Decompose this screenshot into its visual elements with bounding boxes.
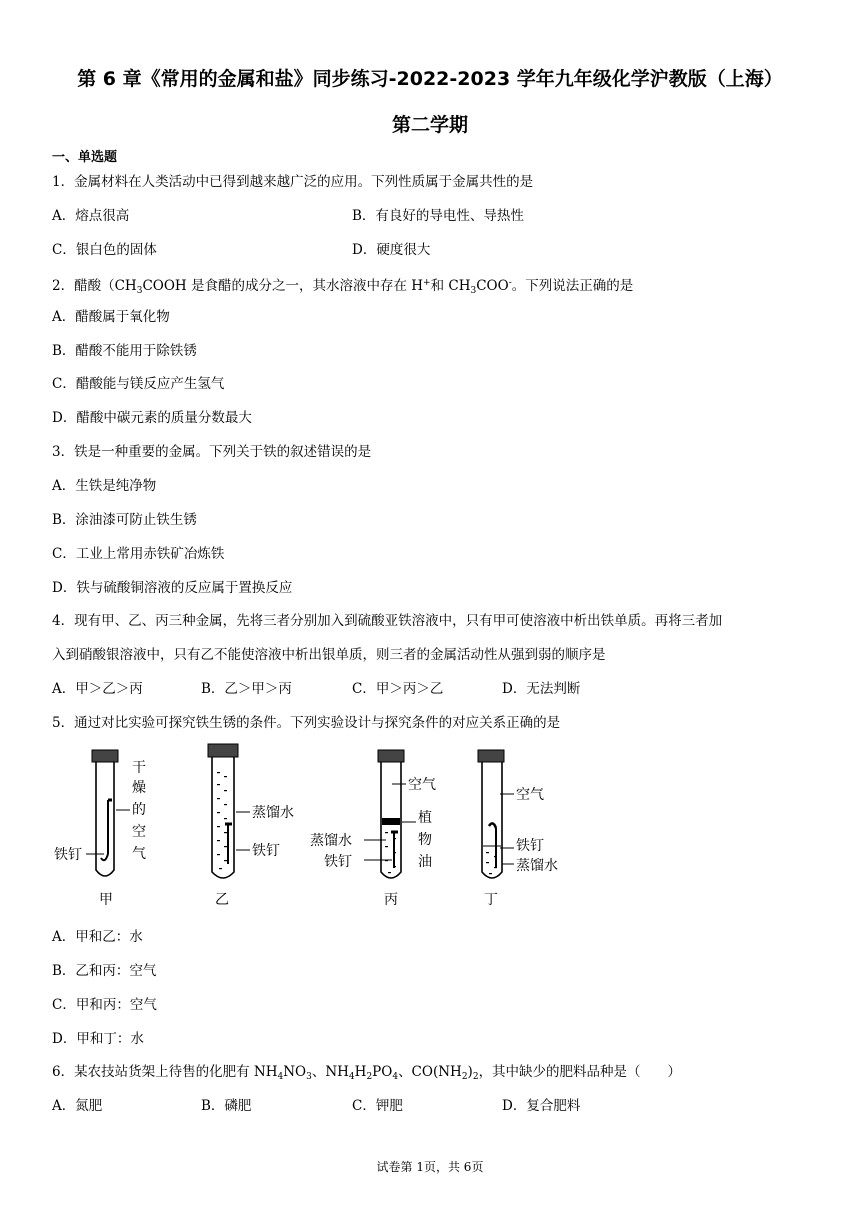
svg-text:甲: 甲 [99, 892, 113, 908]
q5-option-b: B．乙和丙：空气 [52, 963, 157, 979]
tube-bing [310, 750, 436, 908]
q5-option-c: C．甲和丙：空气 [52, 997, 157, 1013]
svg-text:铁钉: 铁钉 [516, 838, 544, 854]
svg-text:空气: 空气 [516, 787, 544, 803]
question-5-stem: 5．通过对比实验可探究铁生锈的条件。下列实验设计与探究条件的对应关系正确的是 [52, 715, 561, 731]
q2-option-c: C．醋酸能与镁反应产生氢气 [52, 376, 225, 392]
q2-option-a: A．醋酸属于氧化物 [52, 309, 170, 325]
svg-text:铁钉: 铁钉 [252, 843, 280, 859]
tube-jia [54, 750, 146, 908]
q5-option-a: A．甲和乙：水 [52, 929, 143, 945]
q4-option-b: B．乙＞甲＞丙 [201, 681, 292, 697]
svg-text:空: 空 [132, 824, 146, 840]
title-line-1: 第 6 章《常用的金属和盐》同步练习-2022-2023 学年九年级化学沪教版（上海） [77, 68, 783, 90]
question-3-stem: 3．铁是一种重要的金属。下列关于铁的叙述错误的是 [52, 444, 372, 460]
svg-text:气: 气 [132, 846, 146, 862]
title-line-2: 第二学期 [391, 114, 468, 136]
q5-option-d: D．甲和丁：水 [52, 1031, 144, 1047]
svg-text:丙: 丙 [384, 892, 398, 908]
svg-text:乙: 乙 [215, 892, 229, 908]
q6-option-c: C．钾肥 [352, 1098, 403, 1114]
q3-option-d: D．铁与硫酸铜溶液的反应属于置换反应 [52, 580, 293, 596]
svg-text:燥: 燥 [132, 780, 146, 796]
question-4-stem-line-1: 4．现有甲、乙、丙三种金属，先将三者分别加入到硫酸亚铁溶液中，只有甲可使溶液中析出铁单质。再将三者加 [52, 613, 723, 629]
q2-option-d: D．醋酸中碳元素的质量分数最大 [52, 410, 252, 426]
svg-text:蒸馏水: 蒸馏水 [252, 805, 294, 821]
question-1-stem: 1．金属材料在人类活动中已得到越来越广泛的应用。下列性质属于金属共性的是 [52, 174, 534, 190]
svg-text:蒸馏水: 蒸馏水 [310, 833, 352, 849]
svg-text:铁钉: 铁钉 [324, 854, 352, 870]
tube-yi [208, 744, 294, 908]
svg-text:蒸馏水: 蒸馏水 [516, 858, 558, 874]
question-6-stem: 6．某农技站货架上待售的化肥有 $NH_4NO_3$、$NH_4H_2PO_4$、$CO(NH_2)_2$，其中缺少的肥料品种是（ ） [52, 1064, 682, 1082]
tube-ding [478, 750, 558, 908]
q2-option-b: B．醋酸不能用于除铁锈 [52, 343, 197, 359]
svg-text:物: 物 [418, 832, 432, 848]
q4-option-a: A．甲＞乙＞丙 [52, 681, 143, 697]
q4-option-c: C．甲＞丙＞乙 [352, 681, 444, 697]
question-2-stem: 2．醋酸（$CH_3COOH$ 是食醋的成分之一，其水溶液中存在 H+和 $CH_3COO^-$。下列说法正确的是 [52, 278, 634, 296]
q1-option-a: A．熔点很高 [52, 208, 130, 224]
q3-option-a: A．生铁是纯净物 [52, 478, 157, 494]
svg-text:植: 植 [418, 810, 432, 826]
svg-text:空气: 空气 [408, 777, 436, 793]
svg-text:的: 的 [132, 802, 146, 818]
q3-option-b: B．涂油漆可防止铁生锈 [52, 512, 197, 528]
page-footer: 试卷第 1页，共 6页 [376, 1160, 484, 1174]
q1-option-d: D．硬度很大 [352, 242, 431, 258]
rust-experiment-figure [52, 742, 592, 912]
question-4-stem-line-2: 入到硝酸银溶液中，只有乙不能使溶液中析出银单质，则三者的金属活动性从强到弱的顺序是 [52, 647, 606, 663]
q1-option-b: B．有良好的导电性、导热性 [352, 208, 524, 224]
svg-text:干: 干 [132, 760, 146, 776]
svg-text:油: 油 [418, 854, 432, 870]
svg-text:丁: 丁 [484, 892, 498, 908]
q4-option-d: D．无法判断 [502, 681, 581, 697]
q6-option-d: D．复合肥料 [502, 1098, 581, 1114]
q3-option-c: C．工业上常用赤铁矿冶炼铁 [52, 546, 225, 562]
svg-text:铁钉: 铁钉 [54, 847, 82, 863]
q6-option-b: B．磷肥 [201, 1098, 252, 1114]
section-heading: 一、单选题 [52, 150, 118, 165]
q6-option-a: A．氮肥 [52, 1098, 103, 1114]
q1-option-c: C．银白色的固体 [52, 242, 157, 258]
